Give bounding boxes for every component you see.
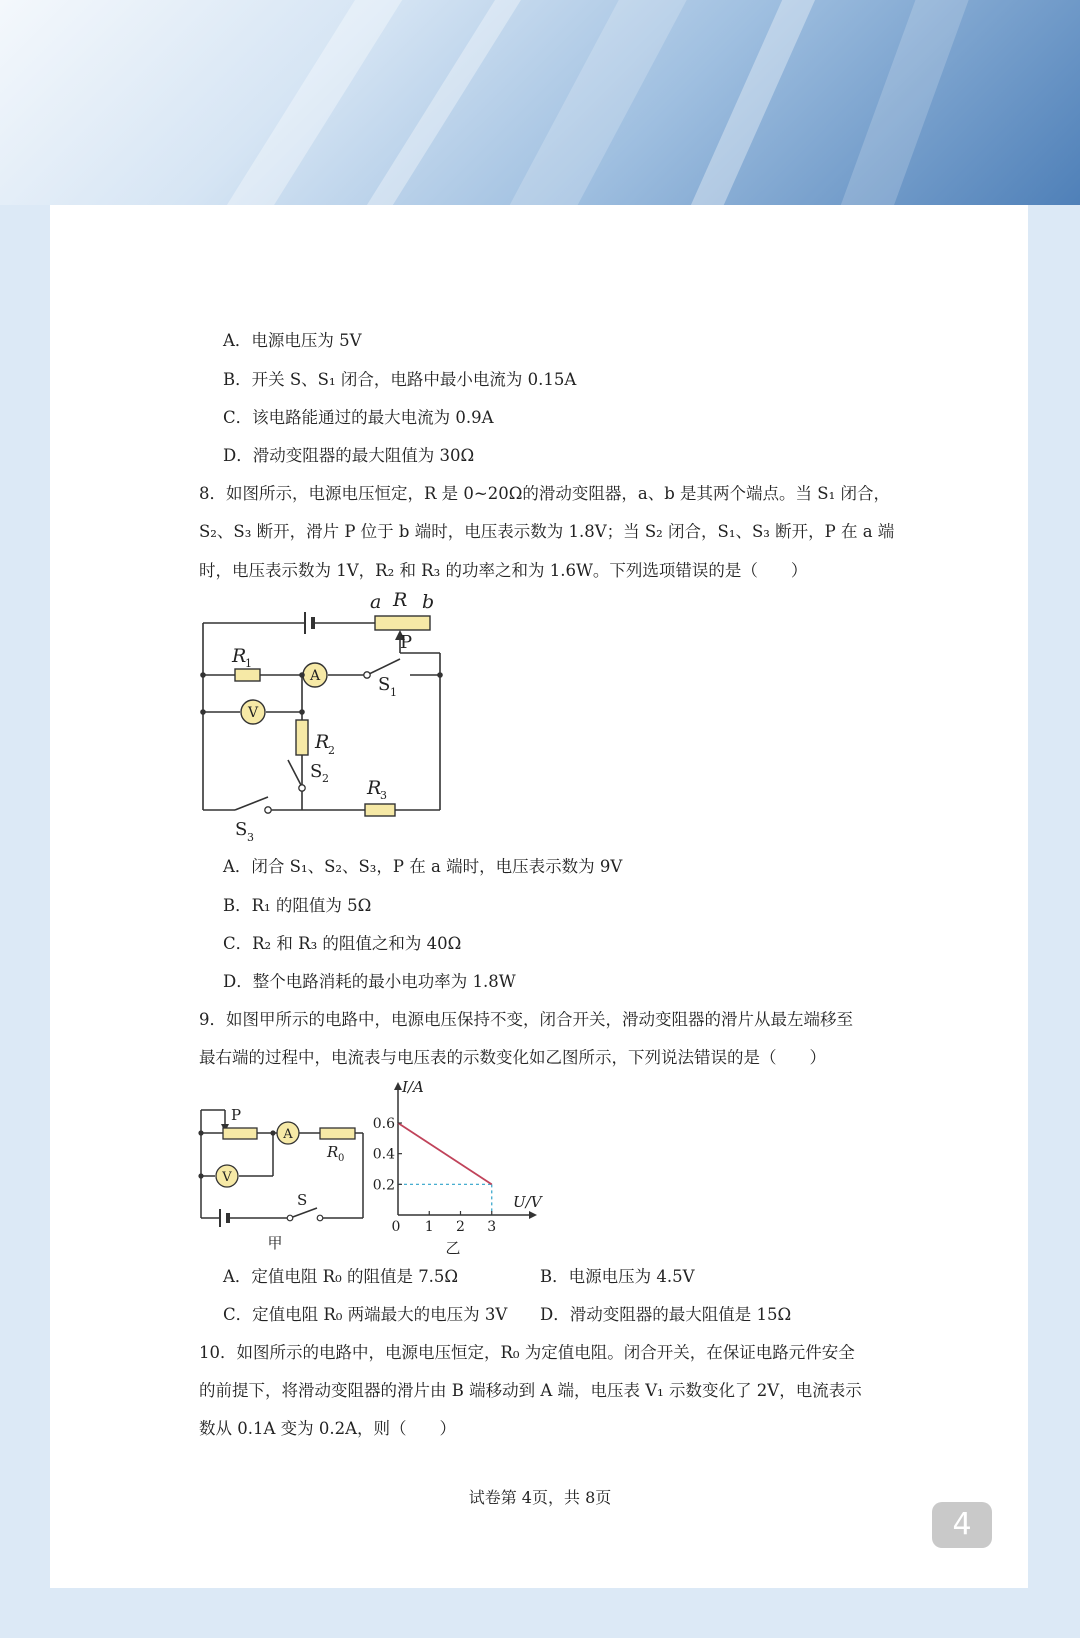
q9-stem-line-2: 最右端的过程中，电流表与电压表的示数变化如乙图所示，下列说法错误的是（ ） — [199, 1048, 826, 1067]
q8-option-a: A．闭合 S₁、S₂、S₃，P 在 a 端时，电压表示数为 9V — [223, 857, 623, 876]
q9-label-P: P — [231, 1106, 242, 1124]
chart-y-tick-label: 0.4 — [372, 1146, 395, 1163]
q9-option-a: A．定值电阻 R₀ 的阻值是 7.5Ω — [223, 1267, 459, 1286]
q7-option-a: A．电源电压为 5V — [223, 331, 362, 350]
q8-label-R3-sub: 3 — [380, 789, 387, 802]
q8-label-S3: S — [235, 819, 248, 840]
q8-stem-line-2: S₂、S₃ 断开，滑片 P 位于 b 端时，电压表示数为 1.8V；当 S₂ 闭合，S₁、S₃ 断开，P 在 a 端 — [199, 522, 895, 541]
q8-option-d: D．整个电路消耗的最小电功率为 1.8W — [223, 972, 516, 991]
q9-voltmeter-label: V — [222, 1170, 232, 1185]
q8-label-R2: R — [315, 731, 330, 753]
q8-label-S2-sub: 2 — [322, 772, 329, 785]
chart-y-label: I/A — [402, 1078, 424, 1096]
chart-y-tick-label: 0.6 — [372, 1116, 395, 1132]
q8-label-b: b — [422, 591, 435, 613]
q8-voltmeter-label: V — [247, 705, 259, 721]
q9-label-S: S — [297, 1191, 308, 1209]
q8-label-R1: R — [232, 645, 247, 667]
q8-label-a: a — [370, 591, 382, 613]
q8-label-R2-sub: 2 — [328, 744, 335, 757]
chart-x-tick-label: 3 — [487, 1219, 497, 1235]
chart-x-tick-label: 1 — [424, 1219, 434, 1235]
q7-option-d: D．滑动变阻器的最大阻值为 30Ω — [223, 446, 475, 465]
q8-stem-line-1: 8．如图所示，电源电压恒定，R 是 0~20Ω的滑动变阻器，a、b 是其两个端点。当 S₁ 闭合， — [199, 484, 890, 503]
q8-label-P: P — [400, 632, 413, 653]
q9-label-R0: R — [327, 1143, 339, 1161]
q8-stem-line-3: 时，电压表示数为 1V，R₂ 和 R₃ 的功率之和为 1.6W。下列选项错误的是（ ） — [199, 561, 808, 580]
q8-label-R: R — [393, 589, 408, 611]
q9-option-b: B．电源电压为 4.5V — [540, 1267, 695, 1286]
chart-series-line — [398, 1123, 492, 1184]
q8-option-c: C．R₂ 和 R₃ 的阻值之和为 40Ω — [223, 934, 462, 953]
q8-label-S2: S — [310, 761, 323, 782]
chart-x-label: U/V — [513, 1193, 542, 1211]
q8-circuit-diagram — [190, 590, 460, 850]
chart-y-tick-label: 0.2 — [372, 1177, 395, 1194]
chart-y-axis-arrow — [394, 1082, 402, 1090]
page-number-badge: 4 — [932, 1502, 992, 1548]
q9-caption-jia: 甲 — [267, 1234, 283, 1252]
q7-option-b: B．开关 S、S₁ 闭合，电路中最小电流为 0.15A — [223, 370, 577, 389]
q9-option-c: C．定值电阻 R₀ 两端最大的电压为 3V — [223, 1305, 508, 1324]
q8-label-R3: R — [367, 777, 382, 799]
q10-stem-line-2: 的前提下，将滑动变阻器的滑片由 B 端移动到 A 端，电压表 V₁ 示数变化了 2V，电流表示 — [199, 1381, 862, 1400]
q8-label-S1-sub: 1 — [390, 686, 397, 699]
q8-ammeter-label: A — [309, 668, 321, 684]
header-banner — [0, 0, 1080, 205]
page-footer-label: 试卷第 4页，共 8页 — [468, 1488, 612, 1507]
q8-label-R1-sub: 1 — [245, 657, 252, 670]
q10-stem-line-3: 数从 0.1A 变为 0.2A，则（ ） — [199, 1419, 457, 1438]
q8-label-S3-sub: 3 — [247, 831, 254, 844]
q9-ammeter-label: A — [283, 1127, 293, 1142]
chart-caption-yi: 乙 — [445, 1239, 461, 1257]
chart-x-tick-label: 0 — [391, 1219, 401, 1235]
q9-option-d: D．滑动变阻器的最大阻值是 15Ω — [540, 1305, 792, 1324]
chart-x-axis-arrow — [529, 1211, 537, 1219]
q7-option-c: C．该电路能通过的最大电流为 0.9A — [223, 408, 494, 427]
chart-x-tick-label: 2 — [456, 1219, 465, 1235]
q9-iu-chart — [372, 1078, 560, 1257]
q9-circuit-diagram — [195, 1100, 375, 1255]
q8-option-b: B．R₁ 的阻值为 5Ω — [223, 896, 372, 915]
q8-label-S1: S — [378, 674, 391, 695]
q9-label-R0-sub: 0 — [338, 1153, 345, 1164]
q9-stem-line-1: 9．如图甲所示的电路中，电源电压保持不变，闭合开关，滑动变阻器的滑片从最左端移至 — [199, 1010, 853, 1029]
q10-stem-line-1: 10．如图所示的电路中，电源电压恒定，R₀ 为定值电阻。闭合开关，在保证电路元件安全 — [199, 1343, 855, 1362]
